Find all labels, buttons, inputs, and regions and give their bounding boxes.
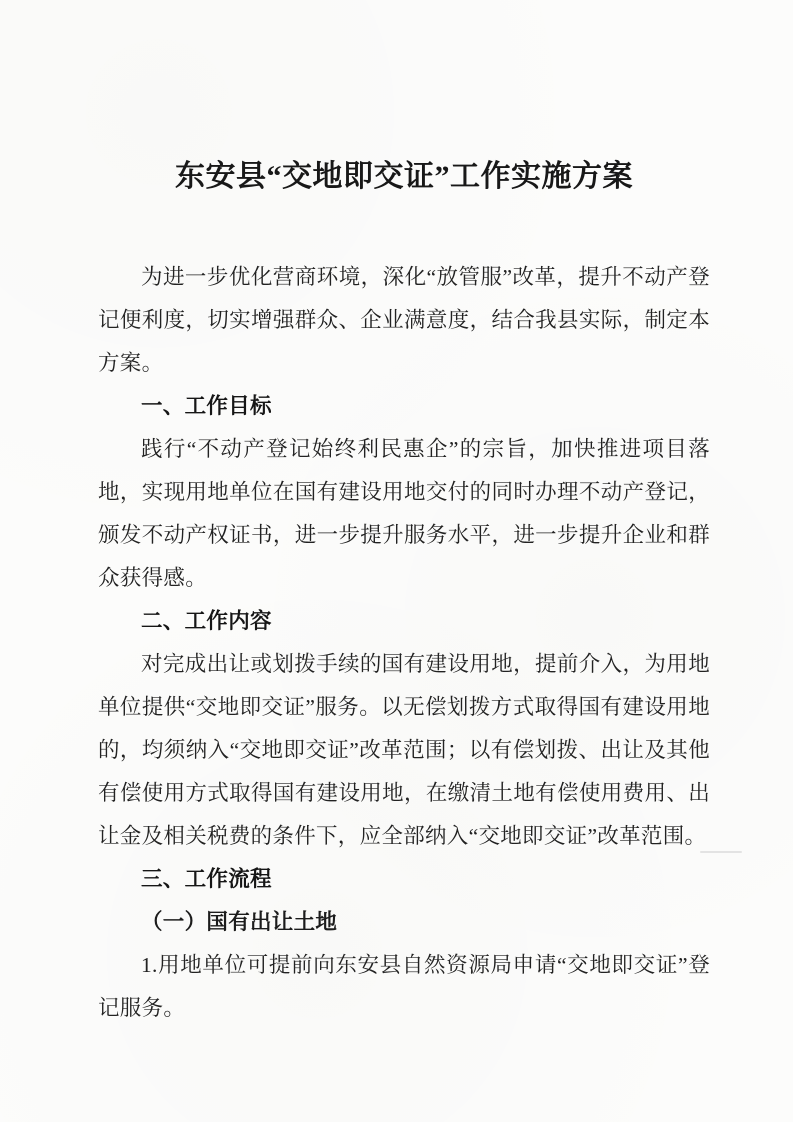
heading-section-2-work-content: 二、工作内容: [141, 609, 272, 633]
paragraph-process-step-1: 1.用地单位可提前向东安县自然资源局申请“交地即交证”登记服务。: [98, 953, 710, 1020]
subheading-state-owned-granted-land: （一）国有出让土地: [141, 910, 338, 934]
document-content: [0, 158, 793, 1030]
document-title: 东安县“交地即交证”工作实施方案: [175, 160, 633, 193]
paragraph-intro: 为进一步优化营商环境，深化“放管服”改革，提升不动产登记便利度，切实增强群众、企业满意度，结合我县实际，制定本方案。: [98, 265, 710, 375]
paragraph-work-goals: 践行“不动产登记始终利民惠企”的宗旨，加快推进项目落地，实现用地单位在国有建设用地交付的同时办理不动产登记，颁发不动产权证书，进一步提升服务水平，进一步提升企业和群众获得感。: [98, 437, 710, 590]
heading-section-3-work-process: 三、工作流程: [141, 867, 272, 891]
heading-section-1-work-goals: 一、工作目标: [141, 394, 272, 418]
document-body: [98, 256, 710, 1030]
paragraph-work-content: 对完成出让或划拨手续的国有建设用地，提前介入，为用地单位提供“交地即交证”服务。以无偿划拨方式取得国有建设用地的，均须纳入“交地即交证”改革范围；以有偿划拨、出让及其他有偿使用方式取得国有建设用地，在缴清土地有偿使用费用、出让金及相关税费的条件下，应全部纳入“交地即交证”改革范围。: [98, 652, 710, 848]
scan-artifact-line: [700, 851, 742, 853]
